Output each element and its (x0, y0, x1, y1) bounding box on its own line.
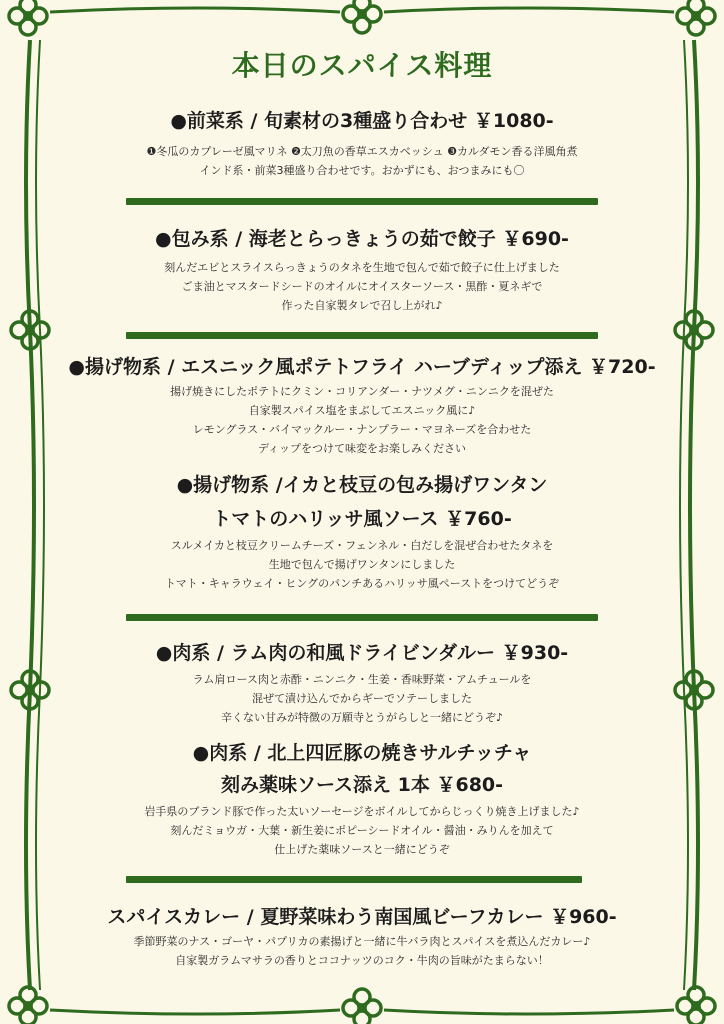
dish-description (40, 670, 684, 727)
description-line: 生地で包んで揚げワンタンにしました (268, 558, 456, 571)
description-line: ごま油とマスタードシードのオイルにオイスターソース・黒酢・夏ネギで (181, 280, 543, 293)
description-line: 仕上げた薬味ソースと一緒にどうぞ (274, 843, 450, 856)
dish-name: ●揚げ物系 / エスニック風ポテトフライ ハーブディップ添え ￥720- (68, 356, 656, 378)
description-line: インド系・前菜3種盛り合わせです。おかずにも、おつまみにも〇 (199, 164, 525, 177)
description-line: 刻んだエビとスライスらっきょうのタネを生地で包んで茹で餃子に仕上げました (164, 261, 560, 274)
dish-name-continued: トマトのハリッサ風ソース ￥760- (212, 508, 512, 530)
description-line: 岩手県のブランド豚で作った太いソーセージをボイルしてからじっくり焼き上げました♪ (144, 805, 580, 818)
description-line: 揚げ焼きにしたポテトにクミン・コリアンダー・ナツメグ・ニンニクを混ぜた (170, 385, 554, 398)
divider (126, 332, 598, 339)
dish-name: ●前菜系 / 旬素材の3種盛り合わせ ￥1080- (170, 110, 554, 132)
description-line: レモングラス・バイマックルー・ナンプラー・マヨネーズを合わせた (192, 423, 532, 436)
dish-name-continued: 刻み薬味ソース添え 1本 ￥680- (220, 774, 504, 796)
dish-description (40, 258, 684, 315)
description-line: ラム肩ロース肉と赤酢・ニンニク・生姜・香味野菜・アムチュールを (192, 673, 532, 686)
divider (126, 198, 598, 205)
description-line: 辛くない甘みが特徴の万願寺とうがらしと一緒にどうぞ♪ (220, 711, 504, 724)
description-line: ❶冬瓜のカプレーゼ風マリネ ❷太刀魚の香草エスカベッシュ ❸カルダモン香る洋風角煮 (146, 145, 578, 158)
dish-name: ●揚げ物系 /イカと枝豆の包み揚げワンタン (176, 474, 548, 496)
description-line: 混ぜて漬け込んでからギーでソテーしました (252, 692, 472, 705)
dish-description (40, 382, 684, 458)
description-line: トマト・キャラウェイ・ヒングのパンチあるハリッサ風ペーストをつけてどうぞ (164, 577, 560, 590)
divider (126, 876, 582, 883)
description-line: ディップをつけて味変をお楽しみください (257, 442, 467, 455)
dish-name: ●肉系 / ラム肉の和風ドライビンダルー ￥930- (155, 642, 569, 664)
dish-name: ●包み系 / 海老とらっきょうの茹で餃子 ￥690- (155, 228, 569, 250)
dish-name: スパイスカレー / 夏野菜味わう南国風ビーフカレー ￥960- (107, 906, 617, 928)
dish-description (40, 536, 684, 593)
description-line: 自家製スパイス塩をまぶしてエスニック風に♪ (248, 404, 476, 417)
description-line: 自家製ガラムマサラの香りとココナッツのコク・牛肉の旨味がたまらない！ (175, 954, 549, 967)
menu-title: 本日のスパイス料理 (231, 49, 493, 82)
dish-name: ●肉系 / 北上四匠豚の焼きサルチッチャ (192, 742, 532, 764)
description-line: 季節野菜のナス・ゴーヤ・パプリカの素揚げと一緒に牛バラ肉とスパイスを煮込んだカレー♪ (133, 935, 591, 948)
dish-description (40, 142, 684, 180)
description-line: 作った自家製タレで召し上がれ♪ (281, 299, 443, 312)
divider (126, 614, 598, 621)
dish-description (40, 932, 684, 970)
dish-description (40, 802, 684, 859)
description-line: 刻んだミョウガ・大葉・新生姜にポピーシードオイル・醤油・みりんを加えて (170, 824, 554, 837)
description-line: スルメイカと枝豆クリームチーズ・フェンネル・白だしを混ぜ合わせたタネを (170, 539, 554, 552)
